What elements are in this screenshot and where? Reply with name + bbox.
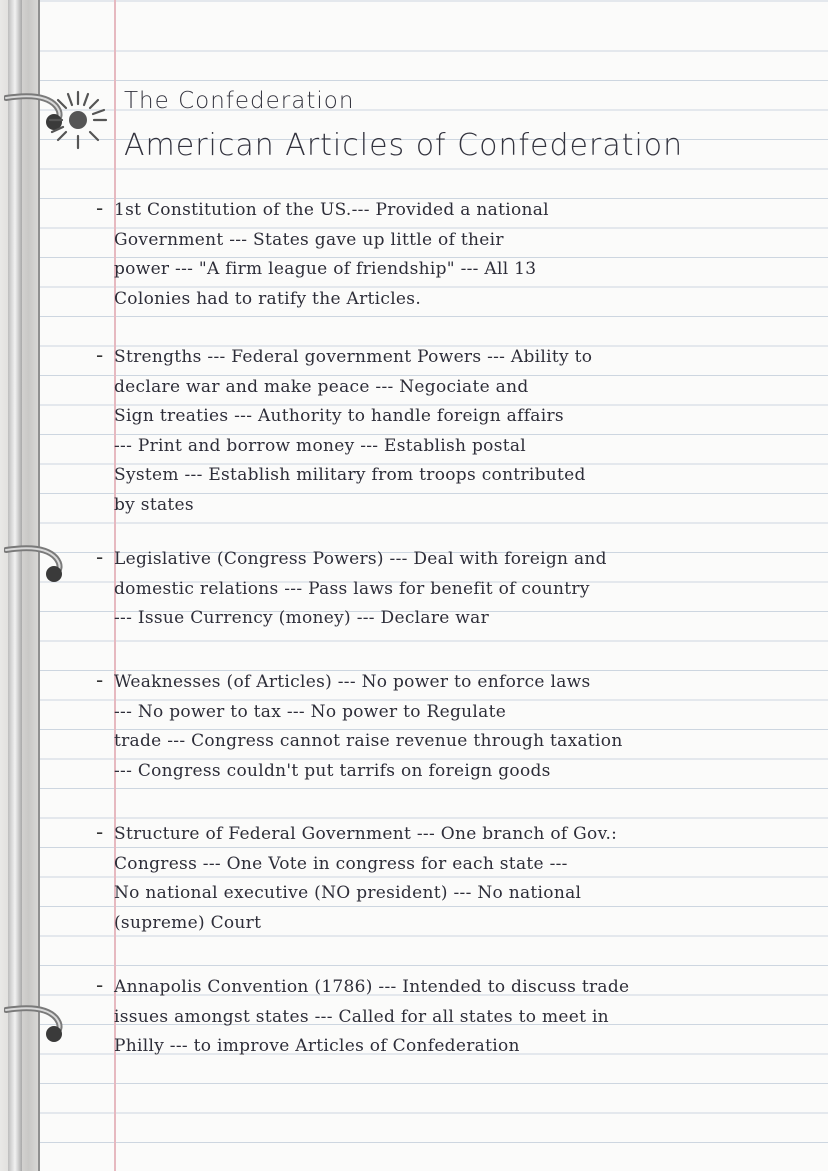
- bullet-marker: -: [96, 668, 104, 692]
- bullet-marker: -: [96, 343, 104, 367]
- note-paragraph-annapolis: Annapolis Convention (1786) --- Intended to discuss trade issues amongst states --- Called for all states to meet in Philly --- to improve Articles of Confederation: [114, 977, 630, 1056]
- binder-ring-icon: [4, 1004, 66, 1044]
- note-paragraph-constitution: 1st Constitution of the US.--- Provided a national Government --- States gave up little of their power --- "A firm league of friendship" --- All 13 Colonies had to ratify the Articles.: [114, 200, 549, 309]
- note-paragraph-legislative: Legislative (Congress Powers) --- Deal with foreign and domestic relations --- Pass laws for benefit of country --- Issue Currency (money) --- Declare war: [114, 549, 607, 628]
- binder-ring-icon: [4, 544, 66, 584]
- bullet-marker: -: [96, 196, 104, 220]
- sun-doodle-icon: [46, 88, 110, 152]
- bullet-marker: -: [96, 973, 104, 997]
- page-subtitle: American Articles of Confederation: [124, 128, 684, 163]
- binder-spine: [0, 0, 40, 1171]
- note-paragraph-structure: Structure of Federal Government --- One branch of Gov.: Congress --- One Vote in congress for each state --- No national executive (NO president) --- No national (supreme) Court: [114, 824, 618, 933]
- note-paragraph-weaknesses: Weaknesses (of Articles) --- No power to enforce laws --- No power to tax --- No power to Regulate trade --- Congress cannot raise revenue through taxation --- Congress couldn't put tarrifs on foreign goods: [114, 672, 623, 781]
- page-title: The Confederation: [124, 88, 355, 114]
- note-paragraph-strengths: Strengths --- Federal government Powers --- Ability to declare war and make peace --- Negociate and Sign treaties --- Authority to handle foreign affairs --- Print and borrow money --- Establish postal System --- Establish military from troops contributed by states: [114, 347, 593, 515]
- binder-rod: [8, 0, 22, 1171]
- bullet-marker: -: [96, 545, 104, 569]
- bullet-marker: -: [96, 820, 104, 844]
